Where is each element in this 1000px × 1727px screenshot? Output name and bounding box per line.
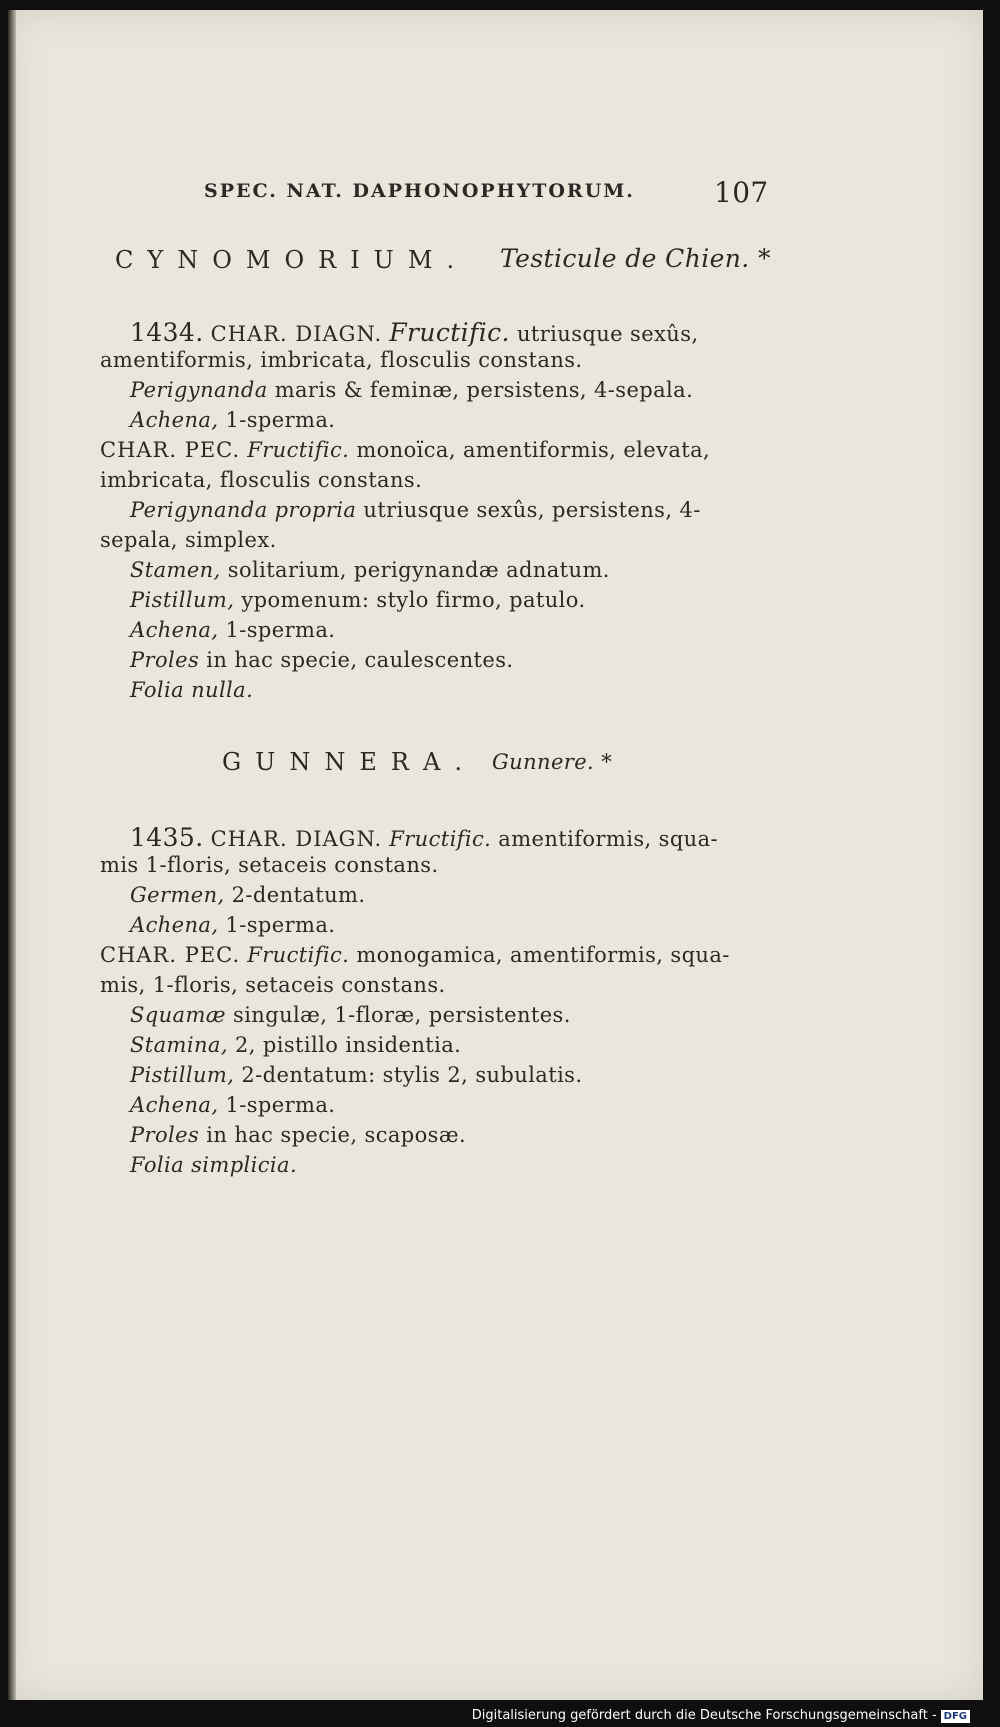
- stamen-text: solitarium, perigynandæ adnatum.: [227, 558, 610, 582]
- stamina-line: [130, 1033, 461, 1057]
- squamae-label: Squamæ: [130, 1003, 226, 1027]
- perigynanda-text: maris & feminæ, persistens, 4-sepala.: [274, 378, 694, 402]
- char-pec-line-1: [100, 438, 710, 462]
- char-pec-line-2: imbricata, flosculis constans.: [100, 468, 423, 492]
- stamina-label: Stamina,: [130, 1033, 228, 1057]
- achena-label: Achena,: [130, 1093, 219, 1117]
- stamina-text: 2, pistillo insidentia.: [234, 1033, 462, 1057]
- achena-label: Achena,: [130, 618, 219, 642]
- diagnosis-line-1: [130, 823, 718, 852]
- book-page: [8, 10, 983, 1700]
- pistillum-label: Pistillum,: [130, 1063, 235, 1087]
- perigynanda-propria-label: Perigynanda propria: [130, 498, 357, 522]
- char-pec-text: monoïca, amentiformis, elevata,: [356, 438, 711, 462]
- fructific-label: Fructific.: [247, 943, 350, 967]
- achena-text: 1-sperma.: [225, 913, 336, 937]
- achena-line: [130, 408, 335, 432]
- diagnosis-text: utriusque sexûs,: [516, 322, 699, 346]
- achena-line: [130, 913, 335, 937]
- fructific-label: Fructific.: [389, 318, 510, 347]
- proles-line: [130, 1123, 466, 1147]
- folia-line: Folia simplicia.: [130, 1153, 298, 1177]
- squamae-text: singulæ, 1-floræ, persistentes.: [233, 1003, 571, 1027]
- char-pec-line-2: mis, 1-floris, setaceis constans.: [100, 973, 446, 997]
- proles-line: [130, 648, 513, 672]
- achena-text: 1-sperma.: [225, 618, 336, 642]
- stamen-label: Stamen,: [130, 558, 221, 582]
- proles-label: Proles: [130, 1123, 200, 1147]
- pistillum-line: [130, 1063, 582, 1087]
- germen-label: Germen,: [130, 883, 225, 907]
- diagnosis-line-1: [130, 318, 698, 347]
- proles-label: Proles: [130, 648, 200, 672]
- achena-line-2: [130, 618, 335, 642]
- char-diagn-label: CHAR. DIAGN.: [210, 827, 383, 851]
- genus-title-cynomorium: CYNOMORIUM.: [115, 246, 469, 274]
- entry-number: 1434.: [130, 318, 204, 347]
- perigynanda-propria-text: utriusque sexûs, persistens, 4-: [363, 498, 701, 522]
- pistillum-text: 2-dentatum: stylis 2, subulatis.: [241, 1063, 583, 1087]
- diagnosis-text: amentiformis, squa-: [498, 827, 719, 851]
- proles-text: in hac specie, scaposæ.: [206, 1123, 467, 1147]
- digitization-credit: [472, 1708, 970, 1723]
- char-pec-line-1: [100, 943, 730, 967]
- pistillum-label: Pistillum,: [130, 588, 235, 612]
- char-pec-text: monogamica, amentiformis, squa-: [356, 943, 730, 967]
- pistillum-line: [130, 588, 586, 612]
- achena-label: Achena,: [130, 913, 219, 937]
- pistillum-text: ypomenum: stylo firmo, patulo.: [241, 588, 586, 612]
- achena-line-2: [130, 1093, 335, 1117]
- achena-text: 1-sperma.: [225, 408, 336, 432]
- running-title: SPEC. NAT. DAPHONOPHYTORUM.: [204, 180, 635, 202]
- vernacular-gunnera: Gunnere. *: [492, 750, 613, 774]
- fructific-label: Fructific.: [247, 438, 350, 462]
- genus-title-gunnera: GUNNERA.: [222, 748, 476, 776]
- char-diagn-label: CHAR. DIAGN.: [210, 322, 383, 346]
- germen-text: 2-dentatum.: [231, 883, 366, 907]
- perigynanda-propria-line: [130, 498, 701, 522]
- credit-text: Digitalisierung gefördert durch die Deutsche Forschungsgemeinschaft -: [471, 1708, 937, 1723]
- diagnosis-line-2: amentiformis, imbricata, flosculis constans.: [100, 348, 583, 372]
- entry-number: 1435.: [130, 823, 204, 852]
- vernacular-cynomorium: Testicule de Chien. *: [500, 244, 771, 273]
- squamae-line: [130, 1003, 571, 1027]
- diagnosis-line-2: mis 1-floris, setaceis constans.: [100, 853, 439, 877]
- perigynanda-label: Perigynanda: [130, 378, 268, 402]
- stamen-line: [130, 558, 610, 582]
- perigynanda-propria-line-2: sepala, simplex.: [100, 528, 277, 552]
- achena-label: Achena,: [130, 408, 219, 432]
- germen-line: [130, 883, 365, 907]
- folia-line: Folia nulla.: [130, 678, 254, 702]
- proles-text: in hac specie, caulescentes.: [206, 648, 514, 672]
- dfg-logo: DFG: [941, 1710, 970, 1723]
- page-number: 107: [714, 176, 769, 209]
- fructific-label: Fructific.: [389, 827, 492, 851]
- char-pec-label: CHAR. PEC.: [100, 438, 241, 462]
- perigynanda-line: [130, 378, 693, 402]
- page-spine-shadow: [8, 10, 16, 1700]
- char-pec-label: CHAR. PEC.: [100, 943, 241, 967]
- achena-text: 1-sperma.: [225, 1093, 336, 1117]
